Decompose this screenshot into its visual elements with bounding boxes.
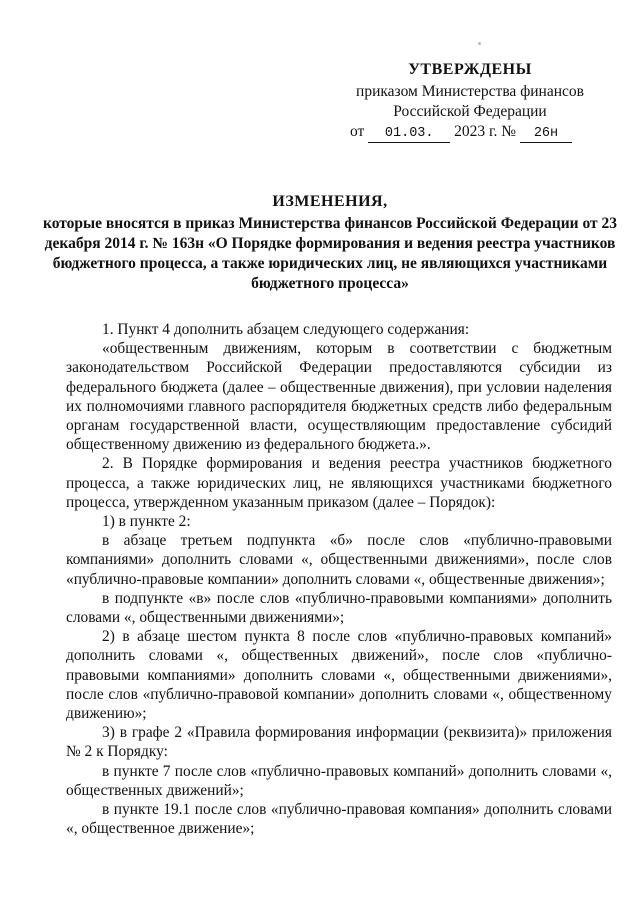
approval-date-line <box>330 122 610 143</box>
paragraph: «общественным движениям, которым в соответствии с бюджетным законодательством Российской Федерации предоставляются субсидии из федерального бюджета (далее – общественные движения), при условии наделения их полномочиями главного распорядителя бюджетных средств либо федеральным органам государственной власти, осуществляющим предоставление субсидий общественному движению из федерального бюджета.». <box>66 340 612 454</box>
document-body <box>66 320 612 838</box>
approval-heading: УТВЕРЖДЕНЫ <box>408 61 532 78</box>
year-label: 2023 г. № <box>454 123 517 140</box>
paragraph: в подпункте «в» после слов «публично-правовыми компаниями» дополнить словами «, общественными движениями»; <box>66 589 612 627</box>
paragraph: в абзаце третьем подпункта «б» после слов «публично-правовыми компаниями» дополнить словами «, общественными движениями», после слов «публично-правовые компании» дополнить словами «, общественные движения»; <box>66 532 612 588</box>
date-prefix: от <box>350 123 365 140</box>
document-title-block <box>40 192 620 294</box>
document-title: ИЗМЕНЕНИЯ, <box>272 193 388 210</box>
paragraph: 1. Пункт 4 дополнить абзацем следующего содержания: <box>102 321 470 338</box>
document-subtitle: которые вносятся в приказ Министерства финансов Российской Федерации от 23 декабря 2014 г. № 163н «О Порядке формирования и ведения реестра участников бюджетного процесса, а также юридических лиц, не являющихся участниками бюджетного процесса» <box>43 215 617 292</box>
paragraph: 2. В Порядке формирования и ведения реестра участников бюджетного процесса, а также юридических лиц, не являющихся участниками бюджетного процесса, утвержденном указанным приказом (далее – Порядок): <box>66 455 612 511</box>
paragraph: в пункте 7 после слов «публично-правовых компаний» дополнить словами «, общественных движений»; <box>66 762 612 799</box>
approval-issuer-country: Российской Федерации <box>393 103 547 120</box>
approval-stamp-block <box>330 60 610 143</box>
approval-issuer-line: приказом Министерства финансов <box>356 83 584 100</box>
paragraph: в пункте 19.1 после слов «публично-правовая компания» дополнить словами «, общественное движение»; <box>66 801 612 838</box>
order-number-field: 26н <box>520 126 572 143</box>
paragraph: 3) в графе 2 «Правила формирования информации (реквизита)» приложения № 2 к Порядку: <box>66 724 612 761</box>
paragraph: 1) в пункте 2: <box>102 513 191 531</box>
approval-date-field: 01.03. <box>368 126 450 143</box>
paragraph: 2) в абзаце шестом пункта 8 после слов «публично-правовых компаний» дополнить словами «, общественных движений», после слов «публично-правовыми компаниями» дополнить словами «, общественными движениями», после слов «публично-правовой компании» дополнить словами «, общественному движению»; <box>66 628 612 723</box>
scan-speck <box>478 42 481 45</box>
